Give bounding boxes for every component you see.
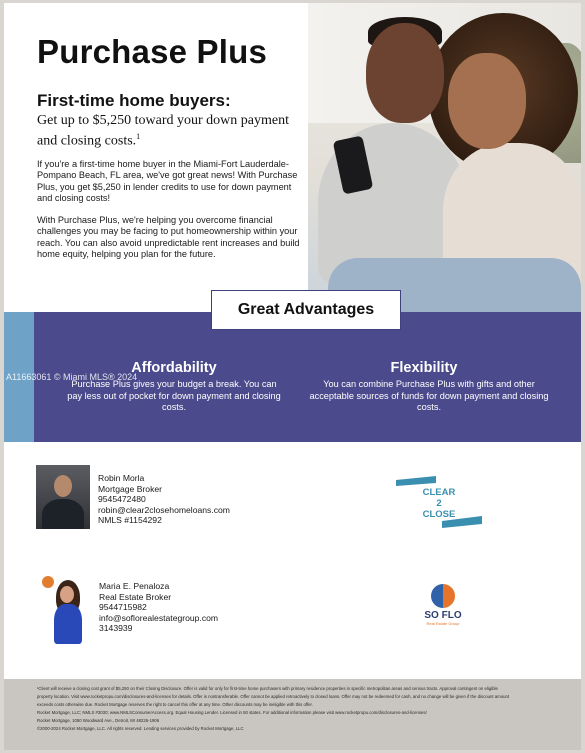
page-subtitle: First-time home buyers: xyxy=(37,91,231,110)
advantages-heading: Great Advantages xyxy=(237,301,375,318)
logo-stripe-top xyxy=(396,476,436,486)
disclosure-line: exceeds costs otherwise due. Rocket Mortgage reserves the right to cancel this offer at any time. Other discounts may be ineligible with this offer. xyxy=(37,702,313,708)
soflo-name: SO FLO xyxy=(424,610,462,621)
contact-name: Robin Morla xyxy=(98,473,145,483)
clear-close-wordmark xyxy=(414,487,464,520)
contact-license: NMLS #1154292 xyxy=(98,515,162,526)
footnote-marker: 1 xyxy=(136,132,141,141)
flexibility-text: You can combine Purchase Plus with gifts and other acceptable sources of funds for down payment and closing costs. xyxy=(309,379,549,413)
broker-face-shape xyxy=(54,475,72,497)
soflo-logo xyxy=(418,584,468,626)
affordability-title: Affordability xyxy=(131,360,217,376)
mortgage-broker-contact xyxy=(98,473,230,526)
real-estate-broker-contact xyxy=(99,581,218,634)
disclosure-text xyxy=(37,685,557,734)
advantages-heading-box xyxy=(211,290,401,330)
agent-photo xyxy=(42,576,92,646)
disclosure-line: Rocket Mortgage, LLC; NMLS #3030; www.NMLSConsumerAccess.org. Equal Housing Lender. Licensed in 50 states. For additional information please visit www.rocketpropu.com/disclosures-and-licenses/ xyxy=(37,710,427,716)
lead-text xyxy=(37,113,307,150)
page-title: Purchase Plus xyxy=(37,33,268,70)
disclosure-line: ©2000-2024 Rocket Mortgage, LLC. All rights reserved. Lending services provided by Rocket Mortgage, LLC xyxy=(37,726,244,732)
woman-face-shape xyxy=(448,53,526,149)
contact-role: Real Estate Broker xyxy=(99,591,172,602)
agent-face-shape xyxy=(60,586,74,603)
broker-suit-shape xyxy=(42,499,84,529)
contact-phone: 9545472480 xyxy=(98,494,146,505)
logo-word-clear: CLEAR xyxy=(422,487,456,498)
contact-license: 3143939 xyxy=(99,623,133,634)
contact-phone: 9544715982 xyxy=(99,602,147,613)
logo-word-close: CLOSE xyxy=(422,509,456,520)
contact-email: robin@clear2closehomeloans.com xyxy=(98,504,230,515)
couple-photo xyxy=(308,3,581,315)
contact-name: Maria E. Penaloza xyxy=(99,581,170,591)
mls-watermark: A11663061 © Miami MLS® 2024 xyxy=(6,372,138,382)
broker-headshot xyxy=(36,465,90,529)
affordability-text: Purchase Plus gives your budget a break. You can pay less out of pocket for down payment and closing costs. xyxy=(67,379,281,413)
lead-copy: Get up to $5,250 toward your down payment and closing costs. xyxy=(37,113,289,149)
soflo-subtitle: Real Estate Group xyxy=(426,621,460,626)
contact-email: info@soflorealestategroup.com xyxy=(99,612,219,623)
soflo-logo-icon xyxy=(431,584,455,608)
disclosure-line: property location. Visit www.rocketpropu.com/disclosures-and-licenses for details. Offer is nontransferable. Offer cannot be applied retroactively to closed loans. Offer may not be redeemed for cash, and no change will be given if the discount amount xyxy=(37,694,510,700)
intro-paragraph: If you're a first-time home buyer in the Miami-Fort Lauderdale-Pompano Beach, FL area, we've got great news! With Purchase Plus, you get $5,250 in lender credits to use for down payment and closing costs! xyxy=(37,159,298,204)
flexibility-title: Flexibility xyxy=(390,360,458,376)
man-head-shape xyxy=(366,23,444,123)
contact-role: Mortgage Broker xyxy=(98,483,163,494)
agency-mini-logo xyxy=(42,576,54,588)
disclosure-line: ¹Client will receive a closing cost grant of $5,250 on their Closing Disclosure. Offer is valid for only for first-time home purchasers with primary residence properties in specific metropolitan areas and census tracts. Approval contingent on eligible xyxy=(37,686,498,691)
flyer-page xyxy=(4,3,581,750)
benefits-paragraph: With Purchase Plus, we're helping you overcome financial challenges you may be facing to put homeownership within your reach. You can also avoid unpredictable rent increases and build home equity, helping you plan for the future. xyxy=(37,215,300,260)
agent-dress-shape xyxy=(54,604,82,644)
disclosure-line: Rocket Mortgage, 1050 Woodward Ave., Detroit, MI 48226-1906 xyxy=(37,718,160,724)
logo-word-two: 2 xyxy=(436,498,442,509)
